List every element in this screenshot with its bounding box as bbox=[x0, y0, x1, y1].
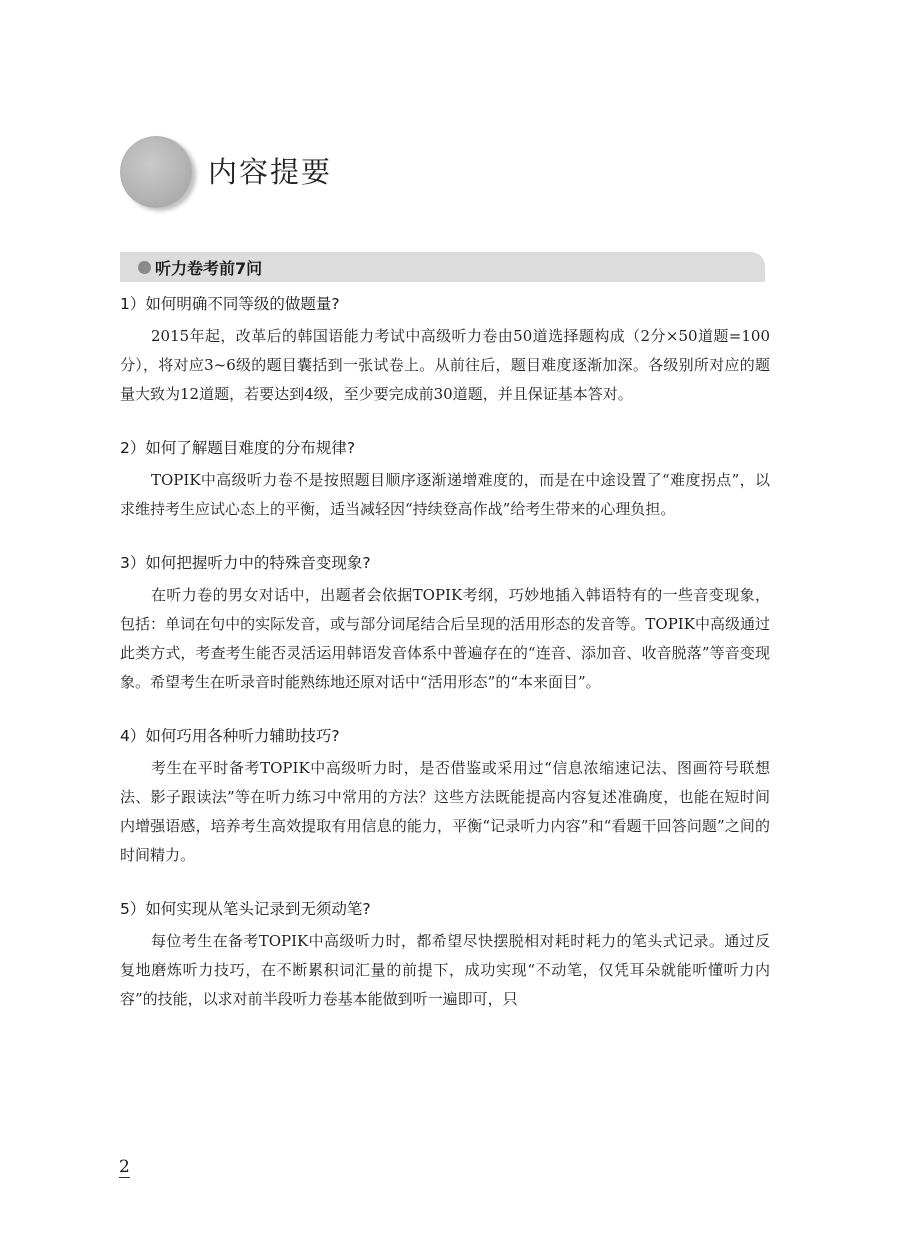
bullet-dot-icon bbox=[138, 261, 151, 274]
answer-paragraph: 每位考生在备考TOPIK中高级听力时，都希望尽快摆脱相对耗时耗力的笔头式记录。通过反复地磨炼听力技巧，在不断累积词汇量的前提下，成功实现“不动笔，仅凭耳朵就能听懂听力内容”的技能，以求对前半段听力卷基本能做到听一遍即可，只 bbox=[120, 932, 770, 1008]
section-title: 听力卷考前7问 bbox=[155, 258, 263, 278]
answer-paragraph: TOPIK中高级听力卷不是按照题目顺序逐渐递增难度的，而是在中途设置了“难度拐点”，以求维持考生应试心态上的平衡，适当减轻因“持续登高作战”给考生带来的心理负担。 bbox=[120, 471, 770, 518]
question-heading: 2）如何了解题目难度的分布规律? bbox=[120, 439, 356, 457]
chapter-heading bbox=[120, 132, 332, 212]
answer-paragraph: 在听力卷的男女对话中，出题者会依据TOPIK考纲，巧妙地插入韩语特有的一些音变现象，包括：单词在句中的实际发音，或与部分词尾结合后呈现的活用形态的发音等。TOPIK中高级通过此类方式，考查考生能否灵活运用韩语发音体系中普遍存在的“连音、添加音、收音脱落”等音变现象。希望考生在听录音时能熟练地还原对话中“活用形态”的“本来面目”。 bbox=[120, 586, 770, 691]
page-title: 内容提要 bbox=[208, 154, 333, 189]
gray-circle-icon bbox=[120, 136, 192, 208]
answer-paragraph: 2015年起，改革后的韩国语能力考试中高级听力卷由50道选择题构成（2分×50道题=100分），将对应3~6级的题目囊括到一张试卷上。从前往后，题目难度逐渐加深。各级别所对应的题量大致为12道题，若要达到4级，至少要完成前30道题，并且保证基本答对。 bbox=[120, 327, 770, 403]
qa-item-4 bbox=[120, 726, 770, 870]
question-heading: 3）如何把握听力中的特殊音变现象? bbox=[120, 554, 371, 572]
page-number: 2 bbox=[119, 1157, 130, 1177]
qa-item-2 bbox=[120, 438, 770, 524]
content-body bbox=[120, 294, 770, 1043]
question-heading: 5）如何实现从笔头记录到无须动笔? bbox=[120, 900, 371, 918]
qa-item-5 bbox=[120, 899, 770, 1014]
section-header-bar bbox=[120, 252, 765, 282]
question-heading: 1）如何明确不同等级的做题量? bbox=[120, 295, 340, 313]
question-heading: 4）如何巧用各种听力辅助技巧? bbox=[120, 727, 340, 745]
qa-item-1 bbox=[120, 294, 770, 409]
answer-paragraph: 考生在平时备考TOPIK中高级听力时，是否借鉴或采用过“信息浓缩速记法、图画符号联想法、影子跟读法”等在听力练习中常用的方法？这些方法既能提高内容复述准确度，也能在短时间内增强语感，培养考生高效提取有用信息的能力，平衡“记录听力内容”和“看题干回答问题”之间的时间精力。 bbox=[120, 759, 770, 864]
qa-item-3 bbox=[120, 553, 770, 697]
